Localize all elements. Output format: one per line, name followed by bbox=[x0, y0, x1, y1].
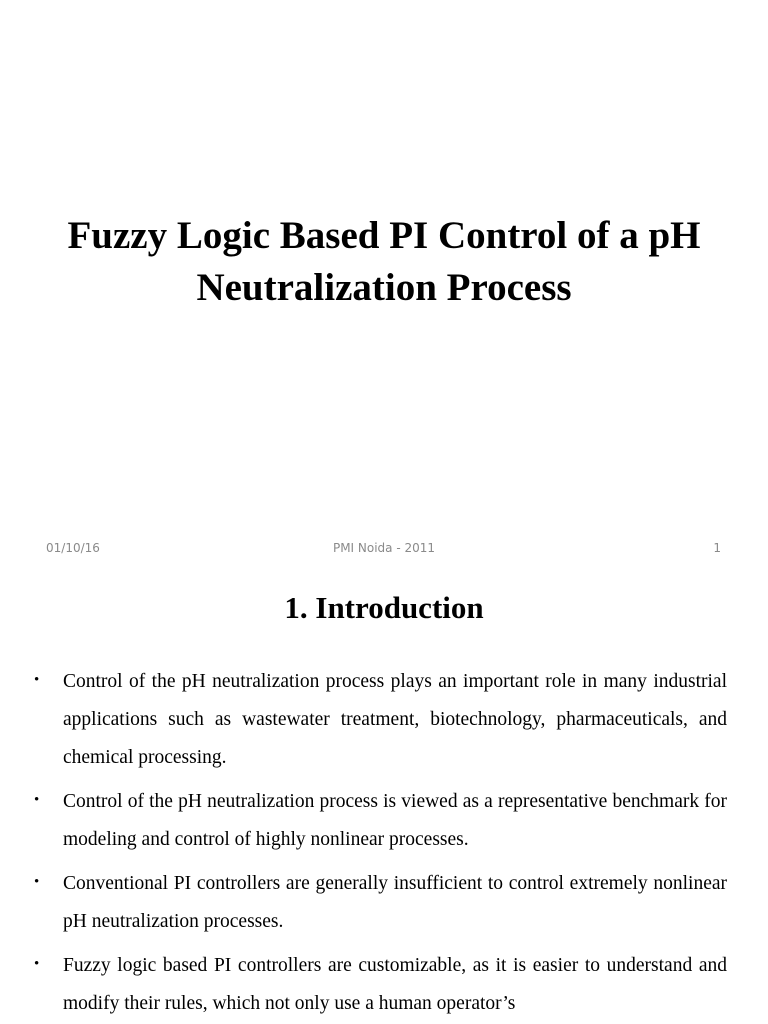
bullet-text: Conventional PI controllers are generally insufficient to control extremely nonlinear pH neutralization processes. bbox=[63, 873, 727, 932]
bullet-icon: • bbox=[34, 792, 40, 808]
slide-title: Fuzzy Logic Based PI Control of a pH Neutralization Process bbox=[67, 214, 701, 309]
bullet-item bbox=[34, 947, 727, 1023]
slide-heading: 1. Introduction bbox=[284, 590, 484, 625]
bullet-text: Control of the pH neutralization process is viewed as a representative benchmark for modeling and control of highly nonlinear processes. bbox=[63, 791, 727, 850]
bullet-text: Control of the pH neutralization process plays an important role in many industrial applications such as wastewater treatment, biotechnology, pharmaceuticals, and chemical processing. bbox=[63, 671, 727, 768]
footer-date: 01/10/16 bbox=[46, 541, 100, 555]
bullet-list bbox=[34, 663, 727, 1024]
footer-page-number: 1 bbox=[713, 541, 721, 555]
bullet-icon: • bbox=[34, 956, 40, 972]
bullet-icon: • bbox=[34, 874, 40, 890]
footer-center-text: PMI Noida - 2011 bbox=[332, 541, 436, 555]
introduction-slide bbox=[0, 576, 768, 1024]
bullet-item bbox=[34, 865, 727, 941]
bullet-item bbox=[34, 783, 727, 859]
bullet-text: Fuzzy logic based PI controllers are customizable, as it is easier to understand and modify their rules, which not only use a human operator’s bbox=[63, 955, 727, 1014]
bullet-icon: • bbox=[34, 672, 40, 688]
bullet-item bbox=[34, 663, 727, 777]
